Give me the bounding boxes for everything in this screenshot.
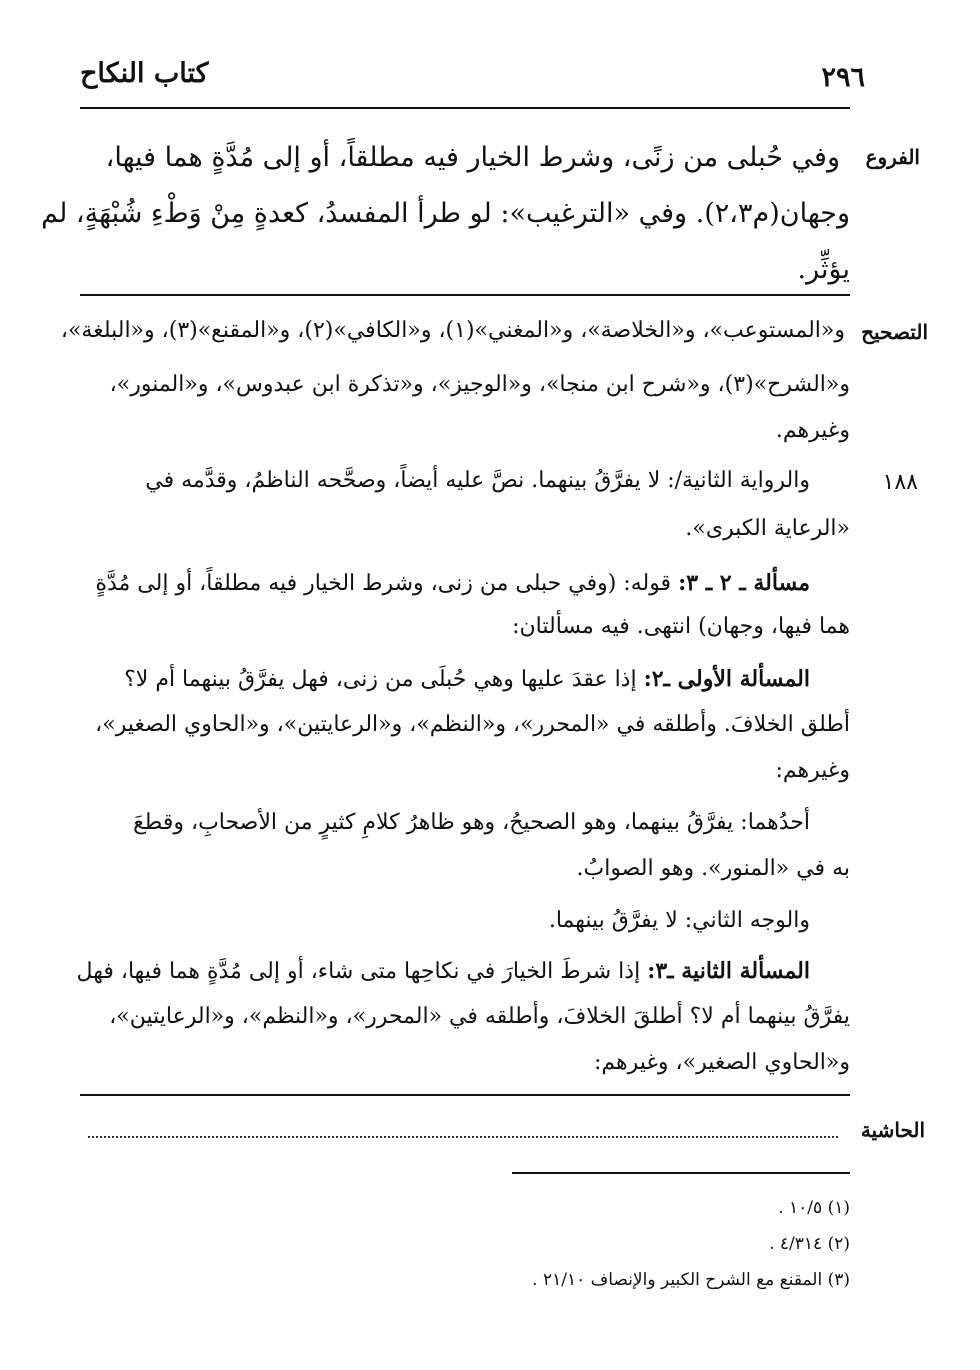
masala-intro-text: قوله: (وفي حبلى من زنى، وشرط الخيار فيه مطلقاً، أو إلى مُدَّةٍ [95,571,672,596]
riwaya-line-1: والرواية الثانية/: لا يفرَّقُ بينهما. نصَّ عليه أيضاً، وصحَّحه الناظمُ، وقدَّمه في [145,468,810,493]
tashih-line-1: و«المستوعب»، و«الخلاصة»، و«المغني»(١)، و«الكافي»(٢)، و«المقنع»(٣)، و«البلغة»، [60,318,845,343]
masala-intro-line-1 [80,560,810,607]
masala-ula-line-3: وغيرهم: [775,758,850,783]
masala-thaniya-text: إذا شرطَ الخيارَ في نكاحِها متى شاء، أو إلى مُدَّةٍ هما فيها، فهل [76,959,641,984]
masala-thaniya-line-3: و«الحاوي الصغير»، وغيرهم: [593,1050,850,1075]
tashih-line-2: و«الشرح»(٣)، و«شرح ابن منجا»، و«الوجيز»، و«تذكرة ابن عبدوس»، و«المنور»، [109,372,850,397]
footnote-separator [512,1172,850,1174]
wajh-thani-line: والوجه الثاني: لا يفرَّقُ بينهما. [548,908,810,933]
masala-ula-line-2: أطلق الخلافَ. وأطلقه في «المحرر»، و«النظم»، و«الرعايتين»، و«الحاوي الصغير»، [95,712,850,737]
masala-ula-heading: المسألة الأولى ـ٢: [643,666,810,692]
margin-label-number: ١٨٨ [882,470,918,495]
margin-label-tashih: التصحيح [861,320,928,344]
page-number: ٢٩٦ [821,62,865,93]
masala-thaniya-heading: المسألة الثانية ـ٣: [647,958,810,984]
margin-label-furu: الفروع [865,145,920,169]
header-rule [80,107,850,109]
masala-thaniya-line-1 [76,948,810,995]
riwaya-line-2: «الرعاية الكبرى». [685,516,850,541]
furu-line-3: يؤثِّر. [797,254,850,285]
section-rule [80,294,850,296]
masala-heading: مسألة ـ ٢ ـ ٣: [678,570,810,596]
masala-ula-line-1 [80,656,810,703]
furu-line-2: وجهان(م٢،٣). وفي «الترغيب»: لو طرأ المفسدُ، كعدةٍ مِنْ وَطْءِ شُبْهَةٍ، لم [41,198,850,229]
running-title: كتاب النكاح [80,58,209,89]
masala-intro-line-2: هما فيها، وجهان) انتهى. فيه مسألتان: [512,614,850,639]
furu-line-1: وفي حُبلى من زنًى، وشرط الخيار فيه مطلقاً، أو إلى مُدَّةٍ هما فيها، [105,142,840,173]
hashiya-dotted-line [88,1136,838,1138]
ahaduhuma-line-1: أحدُهما: يفرَّقُ بينهما، وهو الصحيحُ، وهو ظاهرُ كلامِ كثيرٍ من الأصحابِ، وقطعَ [133,810,810,835]
footnote-2: (٢) ٤/٣١٤ . [769,1234,850,1254]
ahaduhuma-line-2: به في «المنور». وهو الصوابُ. [576,856,850,881]
margin-label-hashiya: الحاشية [860,1118,925,1142]
hashiya-top-rule [80,1094,850,1096]
masala-thaniya-line-2: يفرَّقُ بينهما أم لا؟ أطلقَ الخلافَ، وأطلقه في «المحرر»، و«النظم»، و«الرعايتين»، [109,1004,850,1029]
tashih-line-3: وغيرهم. [775,418,850,443]
footnote-3: (٣) المقنع مع الشرح الكبير والإنصاف ٢١/١٠ . [532,1270,850,1290]
footnote-1: (١) ١٠/٥ . [778,1198,850,1218]
masala-ula-text: إذا عقدَ عليها وهي حُبلَى من زنى، فهل يفرَّقُ بينهما أم لا؟ [124,667,637,692]
